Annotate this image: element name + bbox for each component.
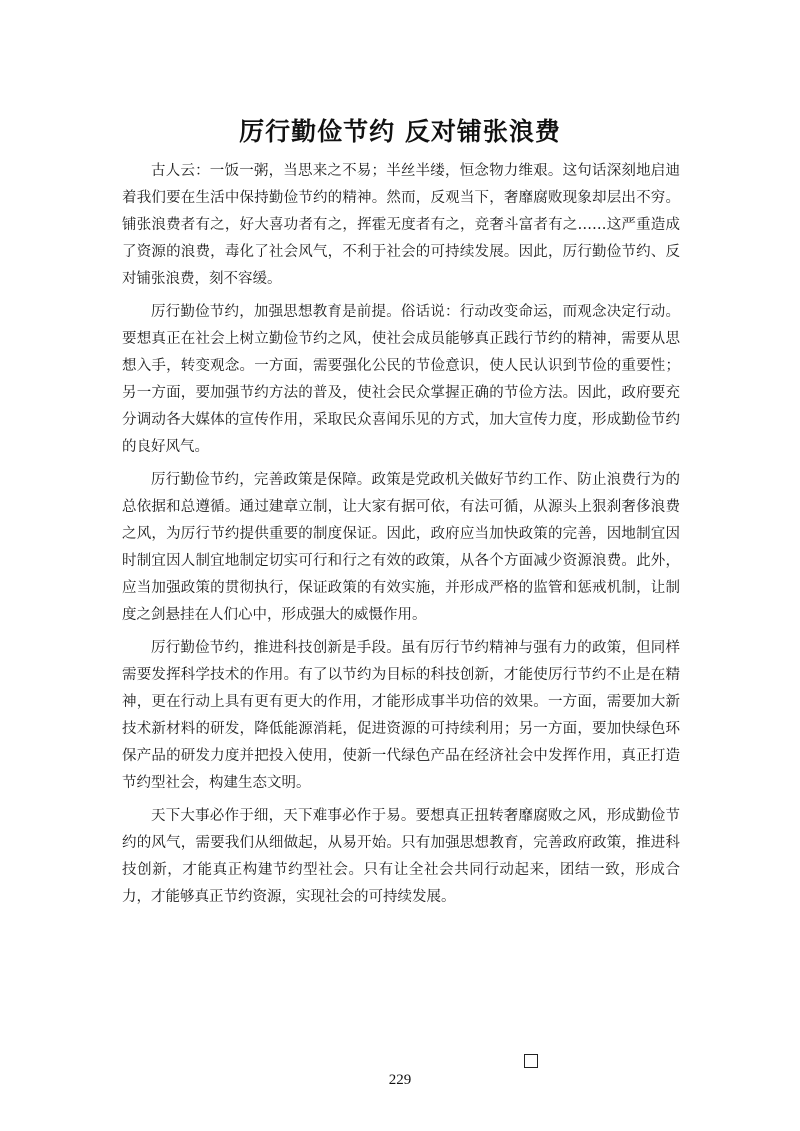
paragraph-2: 厉行勤俭节约，加强思想教育是前提。俗话说：行动改变命运，而观念决定行动。要想真正在社会上树立勤俭节约之风，使社会成员能够真正践行节约的精神，需要从思想入手，转变观念。一方面，需要强化公民的节俭意识，使人民认识到节俭的重要性；另一方面，要加强节约方法的普及，使社会民众掌握正确的节俭方法。因此，政府要充分调动各大媒体的宣传作用，采取民众喜闻乐见的方式，加大宣传力度，形成勤俭节约的良好风气。 (122, 304, 680, 455)
checkbox-square[interactable] (524, 1054, 538, 1068)
document-body (122, 158, 680, 917)
document-title: 厉行勤俭节约 反对铺张浪费 (239, 117, 561, 146)
page-number: 229 (388, 1072, 412, 1088)
paragraph-3: 厉行勤俭节约，完善政策是保障。政策是党政机关做好节约工作、防止浪费行为的总依据和总遵循。通过建章立制，让大家有据可依，有法可循，从源头上狠刹奢侈浪费之风，为厉行节约提供重要的制度保证。因此，政府应当加快政策的完善，因地制宜因时制宜因人制宜地制定切实可行和行之有效的政策，从各个方面减少资源浪费。此外，应当加强政策的贯彻执行，保证政策的有效实施，并形成严格的监管和惩戒机制，让制度之剑悬挂在人们心中，形成强大的威慑作用。 (122, 472, 680, 623)
paragraph-5: 天下大事必作于细，天下难事必作于易。要想真正扭转奢靡腐败之风，形成勤俭节约的风气，需要我们从细做起，从易开始。只有加强思想教育，完善政府政策，推进科技创新，才能真正构建节约型社会。只有让全社会共同行动起来，团结一致，形成合力，才能够真正节约资源，实现社会的可持续发展。 (122, 808, 680, 905)
paragraph-1: 古人云：一饭一粥，当思来之不易；半丝半缕，恒念物力维艰。这句话深刻地启迪着我们要在生活中保持勤俭节约的精神。然而，反观当下，奢靡腐败现象却层出不穷。铺张浪费者有之，好大喜功者有之，挥霍无度者有之，竞奢斗富者有之……这严重造成了资源的浪费，毒化了社会风气，不利于社会的可持续发展。因此，厉行勤俭节约、反对铺张浪费，刻不容缓。 (122, 163, 680, 287)
paragraph-4: 厉行勤俭节约，推进科技创新是手段。虽有厉行节约精神与强有力的政策，但同样需要发挥科学技术的作用。有了以节约为目标的科技创新，才能使厉行节约不止是在精神，更在行动上具有更有更大的作用，才能形成事半功倍的效果。一方面，需要加大新技术新材料的研发，降低能源消耗，促进资源的可持续利用；另一方面，要加快绿色环保产品的研发力度并把投入使用，使新一代绿色产品在经济社会中发挥作用，真正打造节约型社会，构建生态文明。 (122, 640, 680, 791)
